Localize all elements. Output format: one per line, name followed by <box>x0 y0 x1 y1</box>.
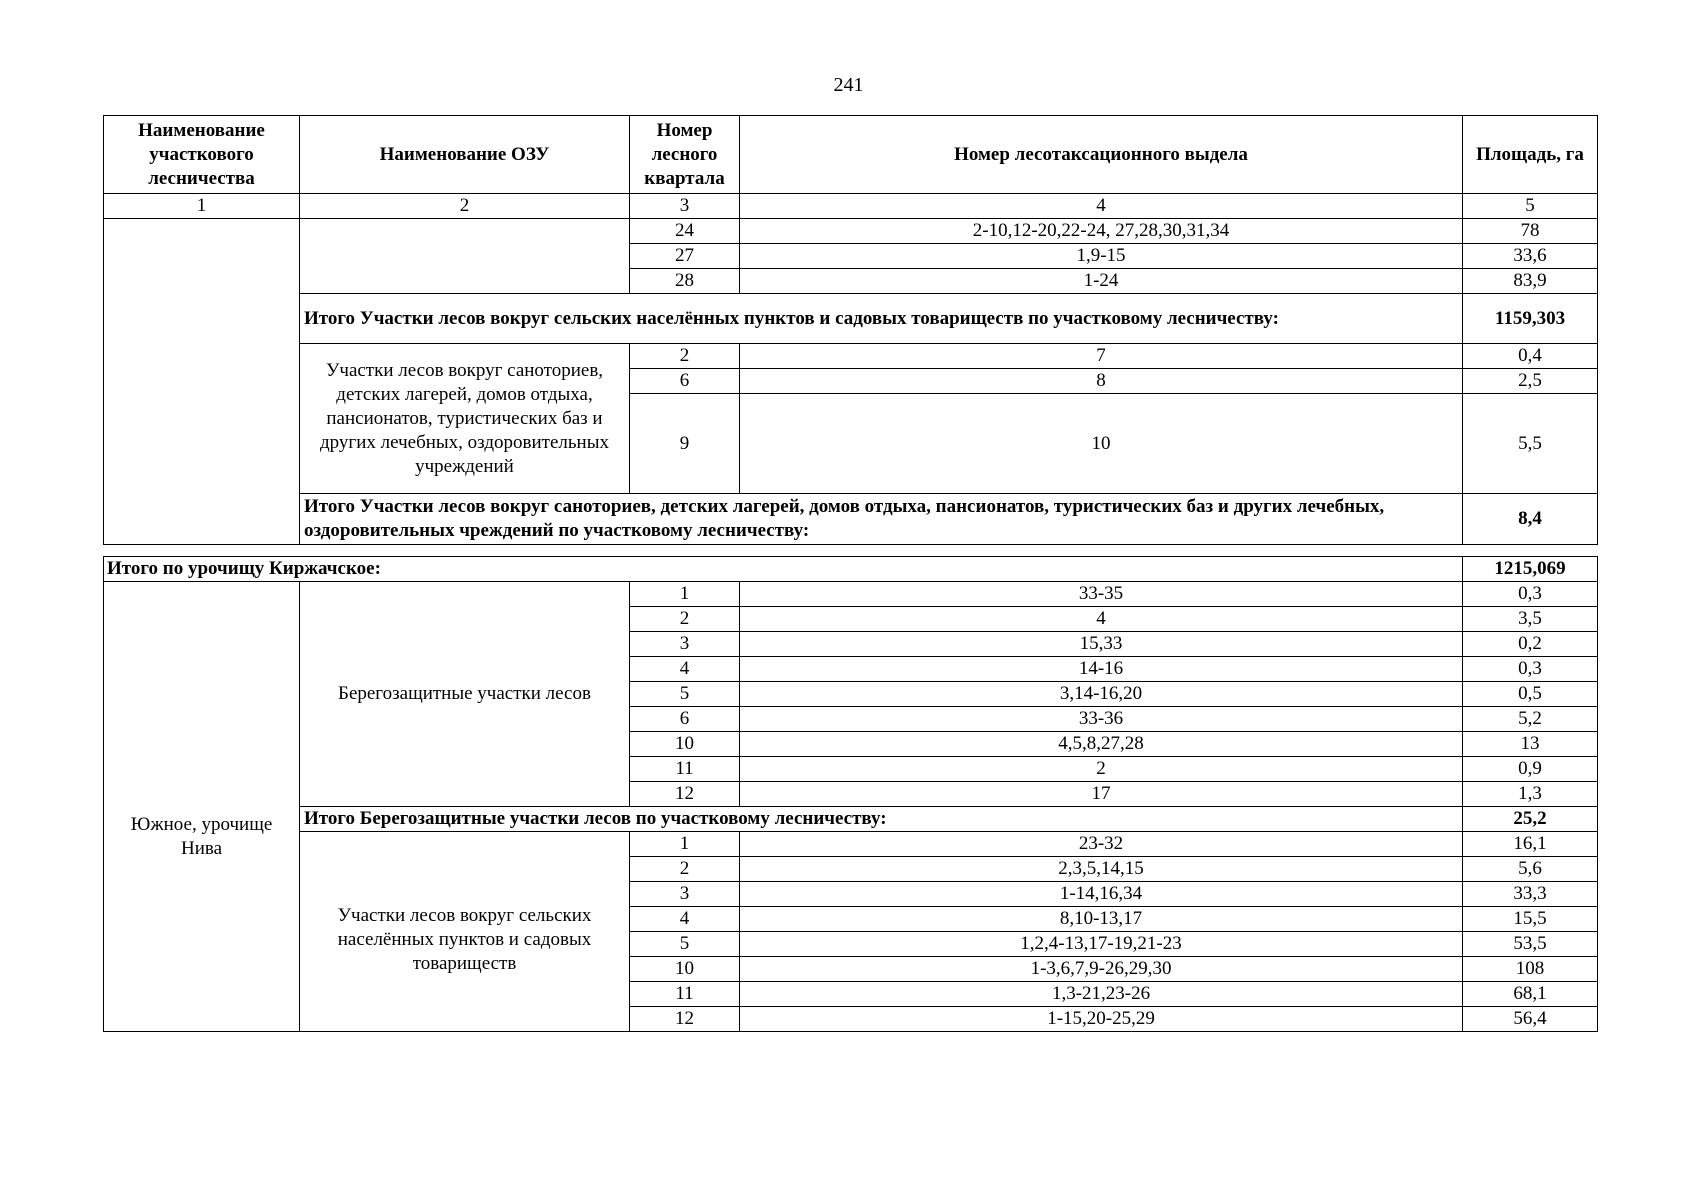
area-cell: 68,1 <box>1463 982 1598 1007</box>
area-cell: 3,5 <box>1463 607 1598 632</box>
forestry-cell-continued <box>104 219 300 545</box>
plots-cell: 10 <box>740 394 1463 494</box>
plots-cell: 1-3,6,7,9-26,29,30 <box>740 957 1463 982</box>
plots-cell: 1-14,16,34 <box>740 882 1463 907</box>
forest-areas-table <box>103 115 1598 545</box>
area-cell: 5,5 <box>1463 394 1598 494</box>
area-cell: 2,5 <box>1463 369 1598 394</box>
quarter-cell: 6 <box>630 369 740 394</box>
col-number: 3 <box>630 194 740 219</box>
quarter-cell: 3 <box>630 632 740 657</box>
header-ozu: Наименование ОЗУ <box>300 116 630 194</box>
col-number: 2 <box>300 194 630 219</box>
quarter-cell: 10 <box>630 957 740 982</box>
plots-cell: 2-10,12-20,22-24, 27,28,30,31,34 <box>740 219 1463 244</box>
subtotal-label: Итого Участки лесов вокруг саноториев, детских лагерей, домов отдыха, пансионатов, туристических баз и других лечебных, оздоровительных чреждений по участковому лесничеству: <box>300 494 1463 545</box>
plots-cell: 33-36 <box>740 707 1463 732</box>
plots-cell: 7 <box>740 344 1463 369</box>
quarter-cell: 1 <box>630 582 740 607</box>
quarter-cell: 11 <box>630 757 740 782</box>
plots-cell: 23-32 <box>740 832 1463 857</box>
quarter-cell: 10 <box>630 732 740 757</box>
column-numbers-row <box>104 194 1598 219</box>
area-cell: 0,3 <box>1463 582 1598 607</box>
area-cell: 0,4 <box>1463 344 1598 369</box>
plots-cell: 15,33 <box>740 632 1463 657</box>
area-cell: 5,6 <box>1463 857 1598 882</box>
quarter-cell: 2 <box>630 607 740 632</box>
table-row <box>104 344 1598 369</box>
area-cell: 1,3 <box>1463 782 1598 807</box>
area-cell: 53,5 <box>1463 932 1598 957</box>
subtotal-row <box>104 494 1598 545</box>
area-cell: 13 <box>1463 732 1598 757</box>
area-cell: 33,6 <box>1463 244 1598 269</box>
plots-cell: 1-15,20-25,29 <box>740 1007 1463 1032</box>
plots-cell: 1-24 <box>740 269 1463 294</box>
quarter-cell: 6 <box>630 707 740 732</box>
plots-cell: 2,3,5,14,15 <box>740 857 1463 882</box>
subtotal-label: Итого Участки лесов вокруг сельских населённых пунктов и садовых товариществ по участковому лесничеству: <box>300 294 1463 344</box>
header-area: Площадь, га <box>1463 116 1598 194</box>
quarter-cell: 3 <box>630 882 740 907</box>
quarter-cell: 24 <box>630 219 740 244</box>
forest-areas-table-continued <box>103 556 1598 1032</box>
subtotal-label: Итого Берегозащитные участки лесов по участковому лесничеству: <box>300 807 1463 832</box>
area-cell: 0,5 <box>1463 682 1598 707</box>
plots-cell: 3,14-16,20 <box>740 682 1463 707</box>
quarter-cell: 5 <box>630 682 740 707</box>
plots-cell: 8,10-13,17 <box>740 907 1463 932</box>
plots-cell: 17 <box>740 782 1463 807</box>
header-row <box>104 116 1598 194</box>
col-number: 1 <box>104 194 300 219</box>
area-cell: 16,1 <box>1463 832 1598 857</box>
forestry-name: Южное, урочище Нива <box>104 582 300 1032</box>
subtotal-value: 1159,303 <box>1463 294 1598 344</box>
area-cell: 0,2 <box>1463 632 1598 657</box>
quarter-cell: 28 <box>630 269 740 294</box>
area-cell: 56,4 <box>1463 1007 1598 1032</box>
plots-cell: 1,9-15 <box>740 244 1463 269</box>
ozu-name: Участки лесов вокруг саноториев, детских лагерей, домов отдыха, пансионатов, туристических баз и других лечебных, оздоровительных учреждений <box>300 344 630 494</box>
area-cell: 33,3 <box>1463 882 1598 907</box>
urochishche-total-label: Итого по урочищу Киржачское: <box>104 557 1463 582</box>
quarter-cell: 1 <box>630 832 740 857</box>
ozu-name: Берегозащитные участки лесов <box>300 582 630 807</box>
plots-cell: 4 <box>740 607 1463 632</box>
subtotal-value: 25,2 <box>1463 807 1598 832</box>
header-forestry: Наименование участкового лесничества <box>104 116 300 194</box>
area-cell: 108 <box>1463 957 1598 982</box>
urochishche-total-row <box>104 557 1598 582</box>
col-number: 5 <box>1463 194 1598 219</box>
quarter-cell: 11 <box>630 982 740 1007</box>
area-cell: 15,5 <box>1463 907 1598 932</box>
col-number: 4 <box>740 194 1463 219</box>
quarter-cell: 4 <box>630 907 740 932</box>
subtotal-row <box>104 807 1598 832</box>
quarter-cell: 2 <box>630 857 740 882</box>
header-plots: Номер лесотаксационного выдела <box>740 116 1463 194</box>
table-row <box>104 582 1598 607</box>
subtotal-value: 8,4 <box>1463 494 1598 545</box>
quarter-cell: 27 <box>630 244 740 269</box>
quarter-cell: 12 <box>630 1007 740 1032</box>
plots-cell: 1,3-21,23-26 <box>740 982 1463 1007</box>
plots-cell: 1,2,4-13,17-19,21-23 <box>740 932 1463 957</box>
subtotal-row <box>104 294 1598 344</box>
table-row <box>104 219 1598 244</box>
ozu-cell-continued <box>300 219 630 294</box>
plots-cell: 14-16 <box>740 657 1463 682</box>
table-row <box>104 832 1598 857</box>
area-cell: 78 <box>1463 219 1598 244</box>
area-cell: 5,2 <box>1463 707 1598 732</box>
header-quarter: Номер лесного квартала <box>630 116 740 194</box>
area-cell: 0,3 <box>1463 657 1598 682</box>
quarter-cell: 9 <box>630 394 740 494</box>
area-cell: 83,9 <box>1463 269 1598 294</box>
quarter-cell: 4 <box>630 657 740 682</box>
page-number: 241 <box>833 74 864 96</box>
quarter-cell: 5 <box>630 932 740 957</box>
plots-cell: 8 <box>740 369 1463 394</box>
ozu-name: Участки лесов вокруг сельских населённых пунктов и садовых товариществ <box>300 832 630 1032</box>
plots-cell: 33-35 <box>740 582 1463 607</box>
urochishche-total-value: 1215,069 <box>1463 557 1598 582</box>
area-cell: 0,9 <box>1463 757 1598 782</box>
quarter-cell: 12 <box>630 782 740 807</box>
plots-cell: 2 <box>740 757 1463 782</box>
plots-cell: 4,5,8,27,28 <box>740 732 1463 757</box>
quarter-cell: 2 <box>630 344 740 369</box>
